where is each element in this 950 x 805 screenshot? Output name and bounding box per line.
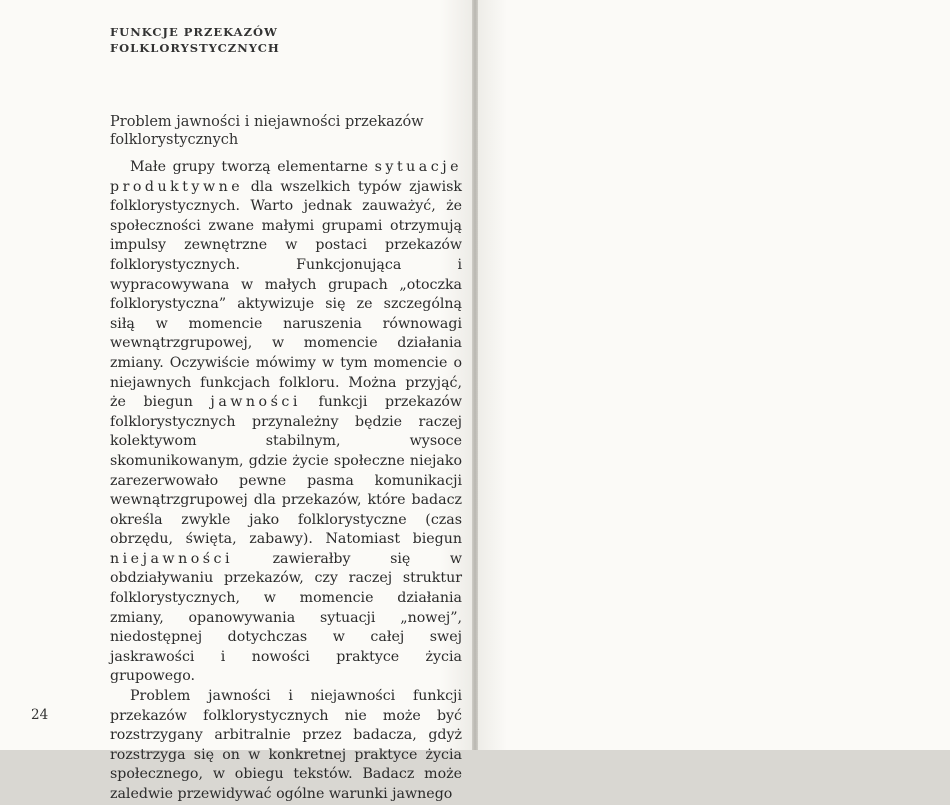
- left-page: [0, 0, 474, 802]
- page-number: 24: [31, 707, 49, 723]
- left-page-body: [110, 158, 462, 805]
- chapter-title: FUNKCJE PRZEKAZÓW FOLKLORYSTYCZNYCH: [110, 25, 280, 55]
- right-page: [474, 0, 950, 750]
- paragraph: Problem jawności i niejawności funkcji przekazów folklorystycznych nie może być rozstrzygany arbitralnie przez badacza, gdyż rozstrzyga się on w konkretnej praktyce życia społecznego, w obiegu tekstów. Badacz może zaledwie przewidywać ogólne warunki jawnego: [110, 688, 462, 802]
- section-title: Problem jawności i niejawności przekazów folklorystycznych: [110, 114, 424, 148]
- paragraph: Małe grupy tworzą elementarne sytuacje produktywne dla wszelkich typów zjawisk folklorystycznych. Warto jednak zauważyć, że społeczności zwane małymi grupami otrzymują impulsy zewnętrzne w postaci przekazów folklorystycznych. Funkcjonująca i wypracowywana w małych grupach „otoczka folklorystyczna” aktywizuje się ze szczególną siłą w momencie naruszenia równowagi wewnątrzgrupowej, w momencie działania zmiany. Oczywiście mówimy w tym momencie o niejawnych funkcjach folkloru. Można przyjąć, że biegun jawności funkcji przekazów folklorystycznych przynależny będzie raczej kolektywom stabilnym, wysoce skomunikowanym, gdzie życie społeczne niejako zarezerwowało pewne pasma komunikacji wewnątrzgrupowej dla przekazów, które badacz określa zwykle jako folklorystyczne (czas obrzędu, święta, zabawy). Natomiast biegun niejawności zawierałby się w obdziaływaniu przekazów, czy raczej struktur folklorystycznych, w momencie działania zmiany, opanowywania sytuacji „nowej”, niedostępnej dotychczas w całej swej jaskrawości i nowości praktyce życia grupowego.: [110, 159, 462, 685]
- book-gutter: [472, 0, 478, 750]
